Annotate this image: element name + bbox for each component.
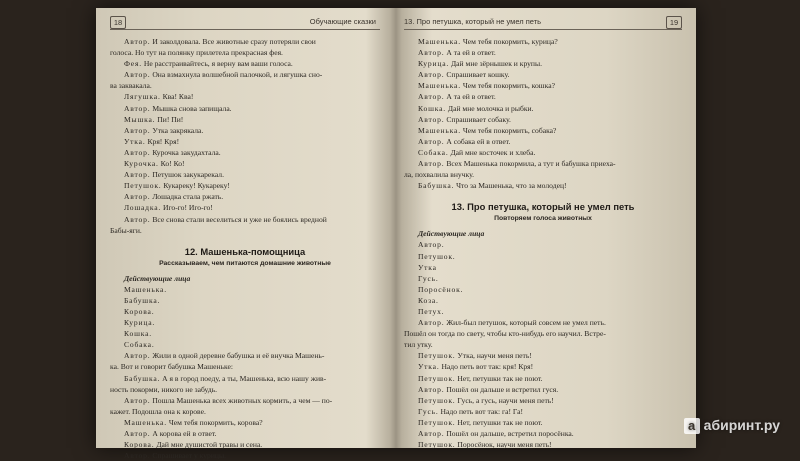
text-line (110, 225, 380, 236)
speaker-name: Автор. (124, 214, 151, 224)
text-line (110, 202, 380, 213)
cast-list (404, 239, 682, 317)
line-text: Мышка снова запищала. (152, 103, 232, 113)
text-line (110, 361, 380, 372)
line-text: Спрашивает кошку. (446, 70, 510, 80)
text-line (404, 58, 682, 69)
text-line (110, 36, 380, 47)
text-line (404, 417, 682, 428)
speaker-name: Автор. (418, 92, 445, 102)
speaker-name: Автор. (124, 147, 151, 157)
speaker-name: Автор. (418, 136, 445, 146)
line-text: голоса. Но тут на полянку прилетела прекрасная фея. (110, 48, 283, 58)
line-text: Все снова стали веселиться и уже не боялись вредной (152, 214, 327, 224)
line-text: А собака ей в ответ. (446, 136, 511, 146)
text-line (110, 214, 380, 225)
speaker-name: Автор. (124, 103, 151, 113)
speaker-name: Курица. (418, 59, 450, 69)
speaker-name: Автор. (418, 159, 445, 169)
speaker-name: Автор. (124, 37, 151, 46)
text-line (110, 191, 380, 202)
dialogue-block (110, 36, 380, 236)
text-line (404, 147, 682, 158)
line-text: кажет. Подошла она к корове. (110, 406, 206, 416)
running-title: Обучающие сказки (309, 17, 376, 26)
cast-member: Корова. (124, 306, 155, 316)
line-text: Дай мне молочка и рыбки. (447, 103, 534, 113)
section-title: 12. Машенька-помощница (184, 245, 306, 257)
cast-member: Бабушка. (124, 295, 161, 305)
cast-member: Утка (418, 262, 437, 272)
line-text: Всех Машенька покормила, а тут и бабушка приеха- (446, 159, 616, 169)
line-text: Дай мне душистой травы и сена. (156, 440, 263, 450)
page-number: 18 (110, 16, 126, 29)
speaker-name: Лягушка. (124, 92, 161, 102)
cast-member: Поросёнок. (418, 284, 464, 294)
speaker-name: Автор. (418, 48, 445, 58)
line-text: Спрашивает у курицы. (152, 451, 226, 461)
speaker-name: Автор. (124, 351, 151, 361)
text-line (404, 114, 682, 125)
right-page (404, 8, 682, 448)
speaker-name: Бабушка. (124, 373, 161, 383)
line-text: Жили в одной деревне бабушка и её внучка Машень- (152, 351, 325, 361)
speaker-name: Фея. (124, 59, 142, 69)
header-rule (110, 29, 380, 30)
line-text: Поросёнок, научи меня петь! (457, 440, 552, 450)
line-text: Она взмахнула волшебной палочкой, и лягушка сно- (152, 70, 323, 80)
speaker-name: Автор. (418, 114, 445, 124)
text-line (110, 406, 380, 417)
speaker-name: Утка. (124, 136, 146, 146)
speaker-name: Бабушка. (418, 181, 455, 191)
watermark-badge: a (684, 418, 700, 434)
line-text: Утка закрякала. (152, 125, 204, 135)
text-line (404, 317, 682, 328)
speaker-name: Петушок. (418, 440, 456, 450)
page-number: 19 (666, 16, 682, 29)
text-line (404, 406, 682, 417)
line-text: Курочка закудахтала. (152, 147, 221, 157)
text-line (110, 180, 380, 191)
line-text: Не расстраивайтесь, я верну вам ваши голоса. (143, 59, 293, 69)
speaker-name: Петушок. (124, 181, 162, 191)
text-line (110, 47, 380, 58)
line-text: Ко! Ко! (160, 159, 185, 169)
text-line (110, 91, 380, 102)
speaker-name: Автор. (418, 70, 445, 80)
line-text: А та ей в ответ. (446, 92, 496, 102)
text-line (110, 384, 380, 395)
running-title: 13. Про петушка, который не умел петь (404, 17, 542, 26)
text-line (404, 361, 682, 372)
line-text: Чем тебя покормить, курица? (462, 37, 558, 46)
text-line (404, 47, 682, 58)
watermark-logo (684, 417, 780, 434)
text-line (110, 114, 380, 125)
text-line (404, 103, 682, 114)
cast-heading: Действующие лица (124, 273, 191, 283)
speaker-name: Автор. (124, 125, 151, 135)
text-line (110, 125, 380, 136)
line-text: ность покорми, никого не забудь. (110, 384, 218, 394)
dialogue-block (404, 317, 682, 450)
speaker-name: Машенька. (418, 81, 461, 91)
speaker-name: Автор. (418, 384, 445, 394)
speaker-name: Автор. (124, 70, 151, 80)
text-line (110, 147, 380, 158)
speaker-name: Петушок. (418, 373, 456, 383)
text-line (110, 80, 380, 91)
text-line (110, 103, 380, 114)
speaker-name: Машенька. (124, 417, 167, 427)
section-subtitle: Рассказываем, чем питаются домашние животные (159, 259, 331, 267)
text-line (404, 80, 682, 91)
cast-member: Кошка. (124, 329, 152, 339)
page-text (110, 36, 380, 461)
text-line (404, 169, 682, 180)
speaker-name: Машенька. (418, 37, 461, 46)
cast-member: Петушок. (418, 251, 456, 261)
line-text: Гусь, а гусь, научи меня петь! (457, 395, 554, 405)
cast-member: Автор. (418, 240, 445, 250)
line-text: Лошадка стала ржать. (152, 192, 224, 202)
text-line (110, 439, 380, 450)
speaker-name: Машенька. (418, 125, 461, 135)
running-header (110, 16, 380, 30)
text-line (110, 169, 380, 180)
line-text: Пи! Пи! (157, 114, 184, 124)
cast-member: Гусь. (418, 273, 439, 283)
cast-member: Петух. (418, 306, 445, 316)
speaker-name: Утка. (418, 362, 440, 372)
line-text: Чем тебя покормить, собака? (462, 125, 557, 135)
cast-heading: Действующие лица (418, 229, 485, 239)
text-line (110, 373, 380, 384)
text-line (404, 439, 682, 450)
speaker-name: Кошка. (418, 103, 446, 113)
speaker-name: Автор. (124, 451, 151, 461)
speaker-name: Петушок. (418, 395, 456, 405)
text-line (404, 339, 682, 350)
line-text: Чем тебя покормить, корова? (168, 417, 263, 427)
speaker-name: Автор. (124, 192, 151, 202)
text-line (404, 158, 682, 169)
line-text: Петушок закукарекал. (152, 170, 224, 180)
cast-member: Машенька. (124, 284, 167, 294)
line-text: Что за Машенька, что за молодец! (456, 181, 567, 191)
text-line (110, 58, 380, 69)
left-page (110, 8, 380, 461)
text-line (110, 428, 380, 439)
line-text: Утка, научи меня петь! (457, 351, 532, 361)
line-text: Ква! Ква! (162, 92, 194, 102)
line-text: Дай мне косточек и хлеба. (450, 147, 536, 157)
text-line (404, 395, 682, 406)
text-line (404, 350, 682, 361)
dialogue-block (110, 350, 380, 461)
cast-member: Курица. (124, 318, 156, 328)
speaker-name: Курочка. (124, 159, 159, 169)
book-spread (96, 8, 696, 461)
line-text: Надо петь вот так: га! Га! (440, 406, 524, 416)
text-line (110, 417, 380, 428)
text-line (110, 136, 380, 147)
line-text: ла, похвалила внучку. (404, 170, 475, 180)
line-text: Чем тебя покормить, кошка? (462, 81, 555, 91)
text-line (110, 158, 380, 169)
text-line (404, 328, 682, 339)
page-text (404, 36, 682, 450)
speaker-name: Автор. (124, 395, 151, 405)
line-text: А я в город поеду, а ты, Машенька, всю нашу жив- (162, 373, 327, 383)
speaker-name: Лошадка. (124, 203, 162, 213)
line-text: Нет, петушки так не поют. (457, 373, 543, 383)
line-text: Надо петь вот так: кря! Кря! (441, 362, 534, 372)
speaker-name: Петушок. (418, 417, 456, 427)
watermark-text: абиринт.ру (703, 417, 780, 433)
text-line (404, 36, 682, 47)
running-header (404, 16, 682, 30)
section-title: 13. Про петушка, который не умел петь (451, 201, 635, 213)
speaker-name: Мышка. (124, 114, 156, 124)
speaker-name: Автор. (418, 318, 445, 328)
line-text: Пошёл он дальше и встретил гуся. (446, 384, 559, 394)
speaker-name: Автор. (124, 429, 151, 438)
text-line (404, 125, 682, 136)
line-text: Дай мне зёрнышек и крупы. (451, 59, 542, 69)
line-text: А корова ей в ответ. (152, 429, 217, 438)
cast-member: Собака. (124, 340, 155, 350)
speaker-name: Автор. (124, 170, 151, 180)
line-text: Пошла Машенька всех животных кормить, а чем — по- (152, 395, 333, 405)
speaker-name: Петушок. (418, 351, 456, 361)
cast-member: Коза. (418, 295, 439, 305)
text-line (110, 69, 380, 80)
section-subtitle: Повторяем голоса животных (494, 215, 592, 223)
line-text: Кукареку! Кукареку! (163, 181, 230, 191)
text-line (110, 395, 380, 406)
line-text: ва заквакала. (110, 81, 152, 91)
line-text: А та ей в ответ. (446, 48, 496, 58)
text-line (404, 428, 682, 439)
line-text: Иго-го! Иго-го! (163, 203, 213, 213)
line-text: Спрашивает собаку. (446, 114, 511, 124)
line-text: И заколдовала. Все животные сразу потеряли свои (152, 37, 316, 46)
dialogue-block (404, 36, 682, 191)
text-line (110, 450, 380, 461)
line-text: ка. Вот и говорит бабушка Машеньке: (110, 362, 233, 372)
line-text: Кря! Кря! (147, 136, 180, 146)
speaker-name: Автор. (418, 429, 445, 438)
text-line (404, 180, 682, 191)
line-text: Пошёл он тогда по свету, чтобы кто-нибудь его научил. Встре- (404, 329, 606, 339)
text-line (404, 384, 682, 395)
text-line (404, 91, 682, 102)
cast-list (110, 284, 380, 351)
speaker-name: Корова. (124, 440, 155, 450)
text-line (404, 136, 682, 147)
text-line (110, 350, 380, 361)
line-text: Пошёл он дальше, встретил поросёнка. (446, 429, 574, 438)
text-line (404, 373, 682, 384)
line-text: тил утку. (404, 340, 433, 350)
speaker-name: Гусь. (418, 406, 439, 416)
text-line (404, 69, 682, 80)
speaker-name: Собака. (418, 147, 449, 157)
line-text: Бабы-яги. (110, 225, 142, 235)
header-rule (404, 29, 682, 30)
line-text: Нет, петушки так не поют. (457, 417, 543, 427)
line-text: Жил-был петушок, который совсем не умел петь. (446, 318, 606, 328)
